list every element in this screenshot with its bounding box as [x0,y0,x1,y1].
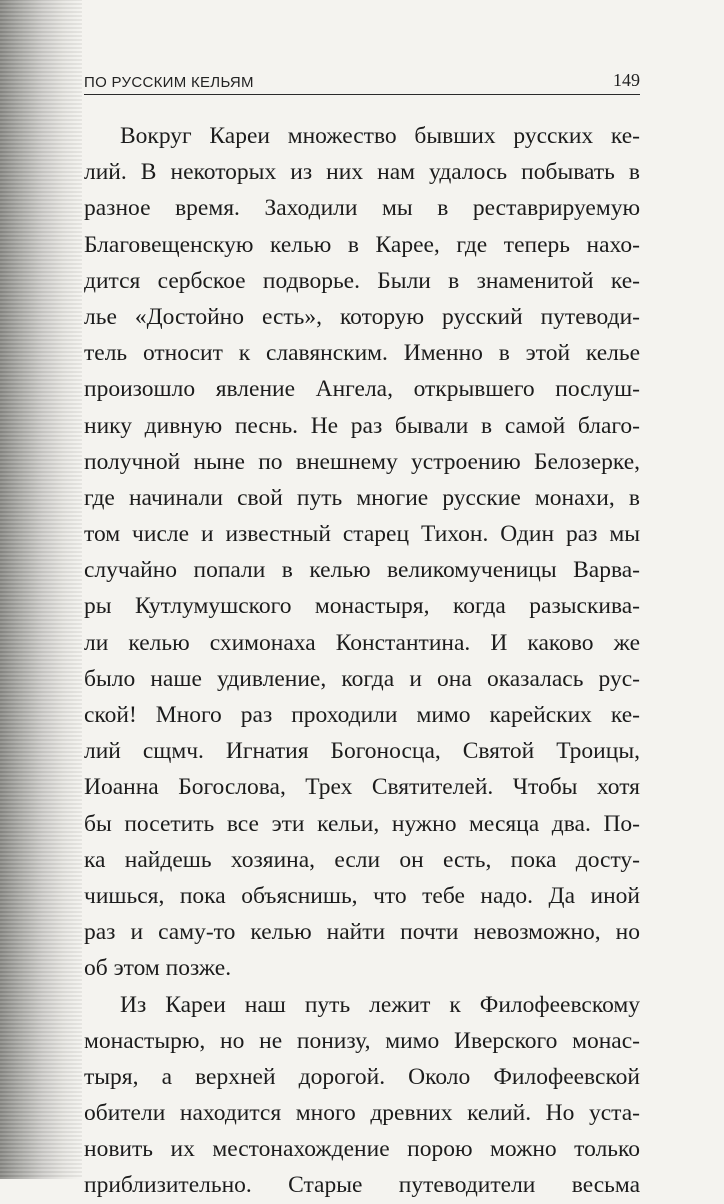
text-line: новить их местонахождение порою можно только [84,1136,640,1163]
text-line: дится сербское подворье. Были в знаменитой ке- [84,267,640,294]
text-line: Вокруг Кареи множество бывших русских ке- [120,123,640,149]
text-line: тыря, а верхней дорогой. Около Филофеевской [84,1063,640,1090]
text-line: ской! Много раз проходили мимо карейских ке- [84,702,640,728]
text-line: раз и саму-то келью найти почти невозможно, но [84,919,640,946]
text-line: ры Кутлумушского монастыря, когда разыскива- [84,593,640,620]
running-title: ПО РУССКИМ КЕЛЬЯМ [84,74,254,91]
paragraph [84,987,640,1204]
text-line: Благовещенскую келью в Карее, где теперь нахо- [84,231,640,258]
text-line: об этом позже. [84,955,232,982]
text-line: обители находится много древних келий. Но уста- [84,1100,640,1127]
text-line: приблизительно. Старые путеводители весьма [84,1172,640,1199]
body-text [84,118,640,1204]
running-header [84,70,640,95]
text-line: разное время. Заходили мы в реставрируемую [84,195,640,222]
text-line: чишься, пока объяснишь, что тебе надо. Да иной [84,882,640,909]
text-line: Из Кареи наш путь лежит к Филофеевскому [120,991,640,1018]
page-number: 149 [613,70,640,90]
text-line: лий. В некоторых из них нам удалось побывать в [84,159,640,186]
text-line: том числе и известный старец Тихон. Один раз мы [84,521,640,548]
text-line: получной ныне по внешнему устроению Белозерке, [84,448,640,475]
text-line: лье «Достойно есть», которую русский путеводи- [84,303,640,330]
text-line: тель относит к славянским. Именно в этой келье [84,340,640,367]
text-line: нику дивную песнь. Не раз бывали в самой благо- [84,412,640,439]
text-line: монастырю, но не понизу, мимо Иверского монас- [84,1027,640,1054]
text-line: ли келью схимонаха Константина. И каково же [84,629,640,656]
text-line: бы посетить все эти кельи, нужно месяца два. По- [84,810,640,837]
text-line: случайно попали в келью великомученицы Варва- [84,557,640,584]
text-line: было наше удивление, когда и она оказалась рус- [84,665,640,692]
text-line: где начинали свой путь многие русские монахи, в [84,484,640,511]
paragraph [84,118,640,987]
scan-gutter-shadow [0,0,82,1179]
text-line: Иоанна Богослова, Трех Святителей. Чтобы хотя [84,774,640,801]
text-line: лий сщмч. Игнатия Богоносца, Святой Троицы, [84,738,640,765]
text-line: ка найдешь хозяина, если он есть, пока досту- [84,846,640,873]
text-line: произошло явление Ангела, открывшего послуш- [84,376,640,403]
